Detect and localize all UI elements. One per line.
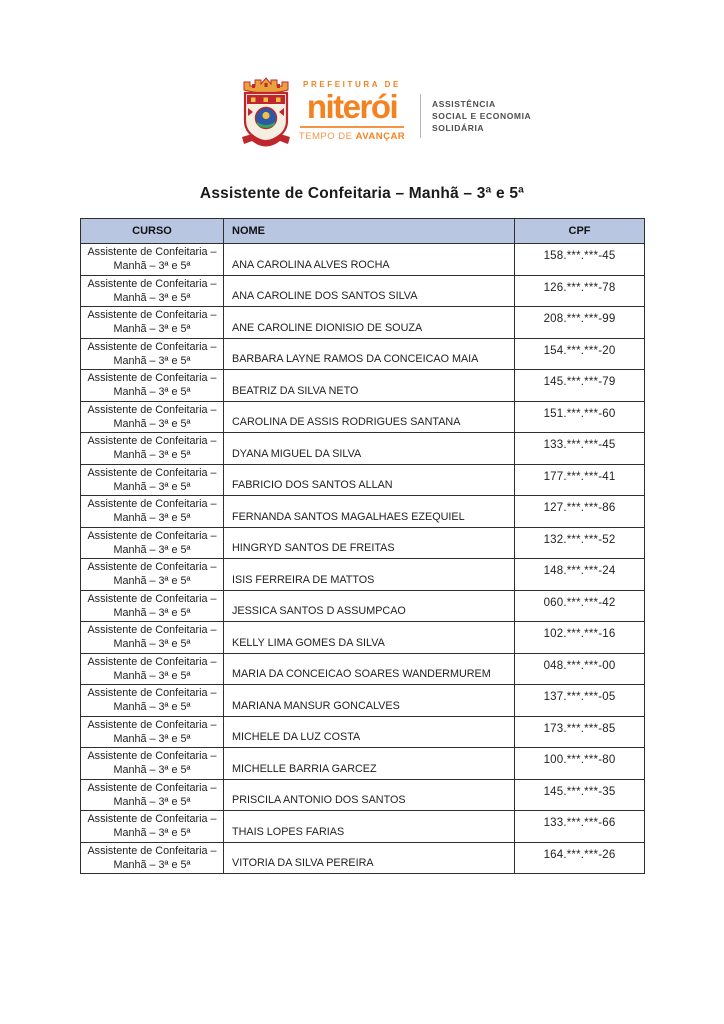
cpf-cell: 145.***.***-35 [515,779,645,811]
course-cell [81,811,224,843]
table-row [81,559,645,591]
course-line-2: Manhã – 3ª e 5ª [113,480,191,493]
name-cell: VITORIA DA SILVA PEREIRA [224,842,515,874]
course-line-1: Assistente de Confeitaria – [87,340,217,353]
course-line-1: Assistente de Confeitaria – [87,781,217,794]
course-line-1: Assistente de Confeitaria – [87,844,217,857]
course-line-2: Manhã – 3ª e 5ª [113,417,191,430]
table-row [81,653,645,685]
city-wordmark: niterói [306,88,398,125]
cpf-cell: 137.***.***-05 [515,685,645,717]
course-cell [81,685,224,717]
org-line-1: ASSISTÊNCIA [432,98,496,109]
course-line-1: Assistente de Confeitaria – [87,403,217,416]
course-line-2: Manhã – 3ª e 5ª [113,732,191,745]
city-crest-icon [238,74,294,148]
name-cell: MICHELLE BARRIA GARCEZ [224,748,515,780]
name-cell: MARIA DA CONCEICAO SOARES WANDERMUREM [224,653,515,685]
name-cell: CAROLINA DE ASSIS RODRIGUES SANTANA [224,401,515,433]
course-line-2: Manhã – 3ª e 5ª [113,858,191,871]
cpf-cell: 154.***.***-20 [515,338,645,370]
table-row [81,244,645,276]
cpf-cell: 208.***.***-99 [515,307,645,339]
course-line-2: Manhã – 3ª e 5ª [113,764,191,777]
course-cell [81,401,224,433]
table-row [81,748,645,780]
table-header [81,219,645,244]
header-logo [238,74,531,148]
cpf-cell: 102.***.***-16 [515,622,645,654]
name-cell: PRISCILA ANTONIO DOS SANTOS [224,779,515,811]
course-line-1: Assistente de Confeitaria – [87,372,217,384]
name-cell: ISIS FERREIRA DE MATTOS [224,559,515,591]
course-cell [81,653,224,685]
course-line-2: Manhã – 3ª e 5ª [113,606,191,619]
table-row [81,716,645,748]
cpf-cell: 127.***.***-86 [515,496,645,528]
table-row [81,685,645,717]
course-line-1: Assistente de Confeitaria – [87,529,217,542]
org-line-3: SOLIDÁRIA [432,123,485,134]
roster-table [80,218,645,874]
course-line-1: Assistente de Confeitaria – [87,466,217,479]
table-row [81,370,645,402]
name-cell: BARBARA LAYNE RAMOS DA CONCEICAO MAIA [224,338,515,370]
table-row [81,842,645,874]
course-cell [81,716,224,748]
tagline [299,131,405,142]
cpf-cell: 060.***.***-42 [515,590,645,622]
course-line-2: Manhã – 3ª e 5ª [113,638,191,651]
table-row [81,811,645,843]
brand-column [296,80,408,142]
table-row [81,590,645,622]
course-line-1: Assistente de Confeitaria – [87,655,217,668]
table-row [81,779,645,811]
name-cell: HINGRYD SANTOS DE FREITAS [224,527,515,559]
cpf-cell: 158.***.***-45 [515,244,645,276]
name-cell: ANE CAROLINE DIONISIO DE SOUZA [224,307,515,339]
table-row [81,527,645,559]
name-cell: ANA CAROLINA ALVES ROCHA [224,244,515,276]
brand-rule [300,126,404,128]
cpf-cell: 173.***.***-85 [515,716,645,748]
course-line-2: Manhã – 3ª e 5ª [113,291,191,304]
tagline-bold: AVANÇAR [355,131,406,142]
name-cell: JESSICA SANTOS D ASSUMPCAO [224,590,515,622]
course-cell [81,779,224,811]
course-cell [81,622,224,654]
course-line-2: Manhã – 3ª e 5ª [113,575,191,588]
cpf-cell: 177.***.***-41 [515,464,645,496]
table-row [81,275,645,307]
table-row [81,433,645,465]
table-row [81,401,645,433]
cpf-cell: 145.***.***-79 [515,370,645,402]
course-line-1: Assistente de Confeitaria – [87,277,217,290]
course-line-1: Assistente de Confeitaria – [87,309,217,321]
table-row [81,622,645,654]
tagline-prefix: TEMPO DE [298,131,353,142]
cpf-cell: 126.***.***-78 [515,275,645,307]
cpf-cell: 048.***.***-00 [515,653,645,685]
name-cell: KELLY LIMA GOMES DA SILVA [224,622,515,654]
course-line-2: Manhã – 3ª e 5ª [113,386,191,399]
course-line-2: Manhã – 3ª e 5ª [113,543,191,556]
course-line-1: Assistente de Confeitaria – [87,592,217,605]
course-line-2: Manhã – 3ª e 5ª [113,827,191,840]
name-cell: FERNANDA SANTOS MAGALHAES EZEQUIEL [224,496,515,528]
name-cell: DYANA MIGUEL DA SILVA [224,433,515,465]
course-line-1: Assistente de Confeitaria – [87,498,217,510]
name-cell: THAIS LOPES FARIAS [224,811,515,843]
course-line-2: Manhã – 3ª e 5ª [113,260,191,273]
course-line-1: Assistente de Confeitaria – [87,561,217,573]
course-line-1: Assistente de Confeitaria – [87,687,217,699]
table-row [81,464,645,496]
cpf-cell: 164.***.***-26 [515,842,645,874]
course-cell [81,527,224,559]
cpf-cell: 132.***.***-52 [515,527,645,559]
course-cell [81,496,224,528]
course-cell [81,307,224,339]
course-cell [81,590,224,622]
course-cell [81,338,224,370]
header-row [81,219,645,244]
name-cell: BEATRIZ DA SILVA NETO [224,370,515,402]
table-row [81,338,645,370]
course-cell [81,464,224,496]
course-line-1: Assistente de Confeitaria – [87,246,217,258]
table-row [81,496,645,528]
name-cell: MICHELE DA LUZ COSTA [224,716,515,748]
table-row [81,307,645,339]
course-cell [81,244,224,276]
course-cell [81,559,224,591]
course-line-2: Manhã – 3ª e 5ª [113,449,191,462]
course-line-2: Manhã – 3ª e 5ª [113,512,191,525]
cpf-cell: 148.***.***-24 [515,559,645,591]
course-cell [81,370,224,402]
column-header-nome: NOME [224,219,515,244]
name-cell: ANA CAROLINE DOS SANTOS SILVA [224,275,515,307]
cpf-cell: 133.***.***-66 [515,811,645,843]
name-cell: MARIANA MANSUR GONCALVES [224,685,515,717]
name-cell: FABRICIO DOS SANTOS ALLAN [224,464,515,496]
course-cell [81,275,224,307]
cpf-cell: 151.***.***-60 [515,401,645,433]
course-line-1: Assistente de Confeitaria – [87,718,217,731]
org-line-2: SOCIAL E ECONOMIA [432,110,532,121]
course-cell [81,842,224,874]
course-line-2: Manhã – 3ª e 5ª [113,795,191,808]
course-line-2: Manhã – 3ª e 5ª [113,323,191,336]
course-cell [81,433,224,465]
column-header-cpf: CPF [515,219,645,244]
course-line-2: Manhã – 3ª e 5ª [113,701,191,714]
course-line-1: Assistente de Confeitaria – [87,624,217,636]
course-line-2: Manhã – 3ª e 5ª [113,354,191,367]
column-header-curso: CURSO [81,219,224,244]
prefeitura-label: PREFEITURA DE [303,80,401,89]
course-cell [81,748,224,780]
table-body [81,244,645,874]
course-line-2: Manhã – 3ª e 5ª [113,669,191,682]
page-title: Assistente de Confeitaria – Manhã – 3ª e 5ª [199,185,525,202]
cpf-cell: 100.***.***-80 [515,748,645,780]
course-line-1: Assistente de Confeitaria – [87,750,217,762]
org-name-block [420,94,531,138]
course-line-1: Assistente de Confeitaria – [87,813,217,825]
cpf-cell: 133.***.***-45 [515,433,645,465]
course-line-1: Assistente de Confeitaria – [87,435,217,447]
